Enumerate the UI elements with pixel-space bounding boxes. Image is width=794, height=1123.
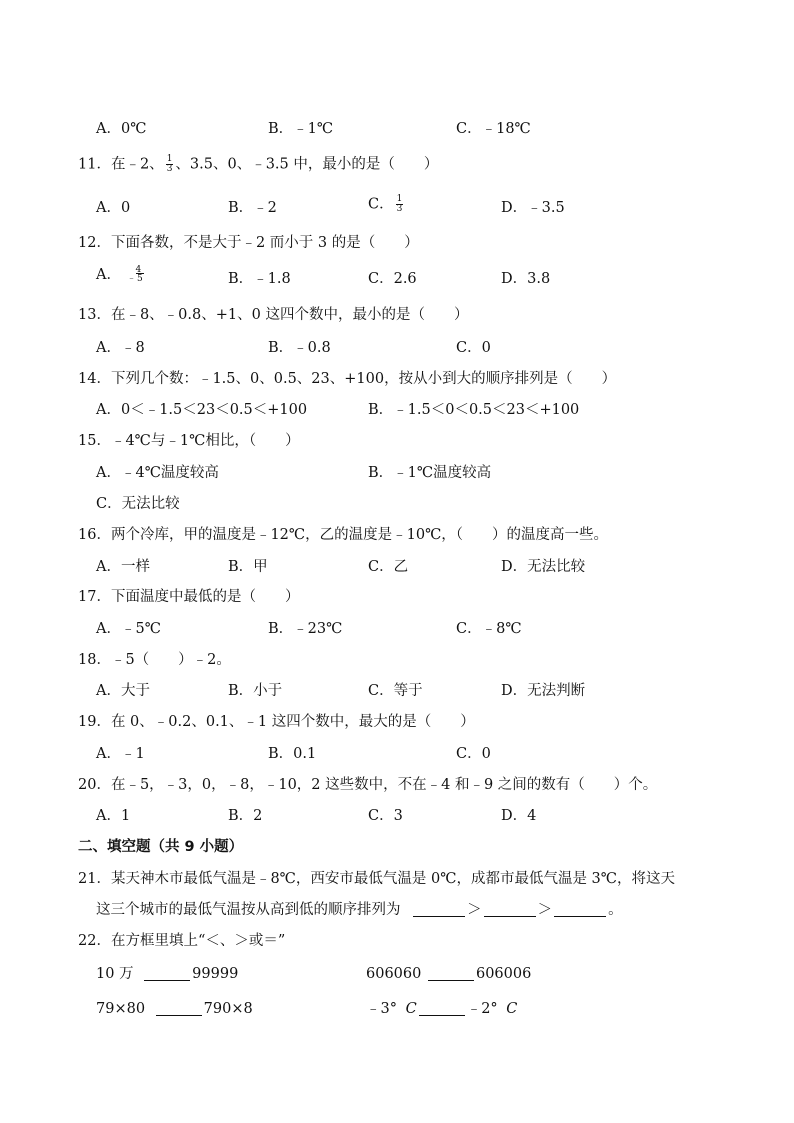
question-21-line2 bbox=[96, 901, 623, 919]
option-c[interactable]: C．﹣18℃ bbox=[456, 121, 531, 137]
fraction-one-third bbox=[166, 155, 174, 174]
option-b[interactable]: B．﹣1℃ bbox=[268, 121, 334, 137]
q22-row-1-right bbox=[366, 965, 531, 983]
compare-left: 606060 bbox=[366, 966, 422, 982]
option-a[interactable]: A．大于 bbox=[96, 683, 150, 699]
option-c[interactable] bbox=[368, 195, 405, 214]
option-b[interactable]: B．﹣1℃温度较高 bbox=[368, 465, 492, 481]
compare-right: 99999 bbox=[192, 966, 239, 982]
answer-blank[interactable] bbox=[428, 966, 474, 981]
frac-numerator: 1 bbox=[166, 154, 173, 164]
option-c[interactable]: C．无法比较 bbox=[96, 496, 180, 512]
option-c[interactable]: C．2.6 bbox=[368, 271, 417, 287]
option-a[interactable]: A．1 bbox=[96, 808, 131, 824]
question-18: 18．﹣5（ ）﹣2。 bbox=[78, 652, 231, 668]
question-11 bbox=[78, 155, 438, 174]
compare-right: 606006 bbox=[475, 966, 532, 982]
question-13: 13．在﹣8、﹣0.8、+1、0 这四个数中，最小的是（ ） bbox=[78, 307, 469, 323]
question-19: 19．在 0、﹣0.2、0.1、﹣1 这四个数中，最大的是（ ） bbox=[78, 714, 475, 730]
frac-denominator: 5 bbox=[137, 274, 143, 284]
frac-denominator: 3 bbox=[396, 204, 403, 214]
celsius-c: C bbox=[405, 1001, 417, 1017]
option-a[interactable]: A．﹣1 bbox=[96, 746, 145, 762]
question-16: 16．两个冷库，甲的温度是﹣12℃，乙的温度是﹣10℃，（ ）的温度高一些。 bbox=[78, 527, 609, 543]
option-c[interactable]: C．﹣8℃ bbox=[456, 621, 522, 637]
celsius-c: C bbox=[506, 1001, 518, 1017]
question-12: 12．下面各数，不是大于﹣2 而小于 3 的是（ ） bbox=[78, 235, 419, 251]
section-2-title: 二、填空题（共 9 小题） bbox=[78, 839, 244, 855]
option-b[interactable]: B．﹣23℃ bbox=[268, 621, 343, 637]
fraction-one-third bbox=[396, 195, 404, 214]
question-22: 22．在方框里填上“＜、＞或＝” bbox=[78, 933, 286, 949]
option-b[interactable]: B．小于 bbox=[228, 683, 283, 699]
option-b[interactable]: B．﹣0.8 bbox=[268, 340, 331, 356]
option-b[interactable]: B．2 bbox=[228, 808, 263, 824]
option-c[interactable]: C．0 bbox=[456, 340, 491, 356]
option-d[interactable]: D．﹣3.5 bbox=[501, 200, 565, 216]
q15-option-c-row bbox=[96, 495, 180, 513]
option-d[interactable]: D．无法判断 bbox=[501, 683, 586, 699]
question-15: 15．﹣4℃与﹣1℃相比，（ ） bbox=[78, 433, 300, 449]
option-d[interactable]: D．3.8 bbox=[501, 271, 551, 287]
option-a[interactable]: A．一样 bbox=[96, 559, 150, 575]
option-a[interactable]: A．﹣4℃温度较高 bbox=[96, 465, 219, 481]
question-20: 20．在﹣5，﹣3，0，﹣8，﹣10，2 这些数中，不在﹣4 和﹣9 之间的数有（ ）个。 bbox=[78, 777, 658, 793]
option-a[interactable] bbox=[96, 266, 144, 284]
question-17: 17．下面温度中最低的是（ ） bbox=[78, 589, 300, 605]
q21-text: 这三个城市的最低气温按从高到低的顺序排列为 bbox=[96, 902, 401, 918]
option-c[interactable]: C．3 bbox=[368, 808, 403, 824]
option-a[interactable]: A．0 bbox=[96, 200, 131, 216]
option-b[interactable]: B．甲 bbox=[228, 559, 268, 575]
option-c[interactable]: C．等于 bbox=[368, 683, 423, 699]
option-b[interactable]: B．﹣1.8 bbox=[228, 271, 291, 287]
question-14: 14．下列几个数：﹣1.5、0、0.5、23、+100，按从小到大的顺序排列是（ ） bbox=[78, 371, 617, 387]
q22-row-1-left bbox=[96, 965, 238, 983]
question-21: 21．某天神木市最低气温是﹣8℃，西安市最低气温是 0℃，成都市最低气温是 3℃，将这天 bbox=[78, 871, 676, 887]
frac-denominator: 3 bbox=[166, 164, 173, 174]
frac-sign: ﹣ bbox=[126, 274, 136, 284]
frac-numerator: 4 bbox=[135, 265, 142, 275]
compare-left: 10 万 bbox=[96, 966, 134, 982]
answer-blank[interactable] bbox=[413, 902, 465, 917]
option-a[interactable]: A．﹣5℃ bbox=[96, 621, 161, 637]
q22-row-2-left bbox=[96, 1000, 253, 1018]
option-c-label: C． bbox=[368, 196, 394, 213]
answer-blank[interactable] bbox=[554, 902, 606, 917]
option-a[interactable]: A．0℃ bbox=[96, 121, 147, 137]
option-b[interactable]: B．0.1 bbox=[268, 746, 317, 762]
answer-blank[interactable] bbox=[156, 1001, 202, 1016]
option-b[interactable]: B．﹣2 bbox=[228, 200, 277, 216]
q11-prefix: 11．在﹣2、 bbox=[78, 156, 164, 173]
option-a[interactable]: A．﹣8 bbox=[96, 340, 145, 356]
option-d[interactable]: D．4 bbox=[501, 808, 537, 824]
option-c[interactable]: C．0 bbox=[456, 746, 491, 762]
option-a-label: A． bbox=[96, 267, 121, 283]
option-d[interactable]: D．无法比较 bbox=[501, 559, 586, 575]
frac-numerator: 1 bbox=[396, 194, 403, 204]
compare-right: 790×8 bbox=[203, 1001, 253, 1017]
q21-end: 。 bbox=[608, 902, 623, 918]
answer-blank[interactable] bbox=[419, 1001, 465, 1016]
compare-right: ﹣2° bbox=[466, 1001, 498, 1017]
answer-blank[interactable] bbox=[484, 902, 536, 917]
answer-blank[interactable] bbox=[144, 966, 190, 981]
option-c[interactable]: C．乙 bbox=[368, 559, 409, 575]
option-a[interactable]: A．0＜﹣1.5＜23＜0.5＜+100 bbox=[96, 402, 308, 418]
q11-suffix: 、3.5、0、﹣3.5 中，最小的是（ ） bbox=[175, 156, 439, 173]
compare-left: ﹣3° bbox=[366, 1001, 397, 1017]
gt-sign: ＞ bbox=[537, 902, 553, 918]
q22-row-2-right bbox=[366, 1000, 517, 1018]
compare-left: 79×80 bbox=[96, 1001, 146, 1017]
gt-sign: ＞ bbox=[467, 902, 482, 918]
option-b[interactable]: B．﹣1.5＜0＜0.5＜23＜+100 bbox=[368, 402, 580, 418]
